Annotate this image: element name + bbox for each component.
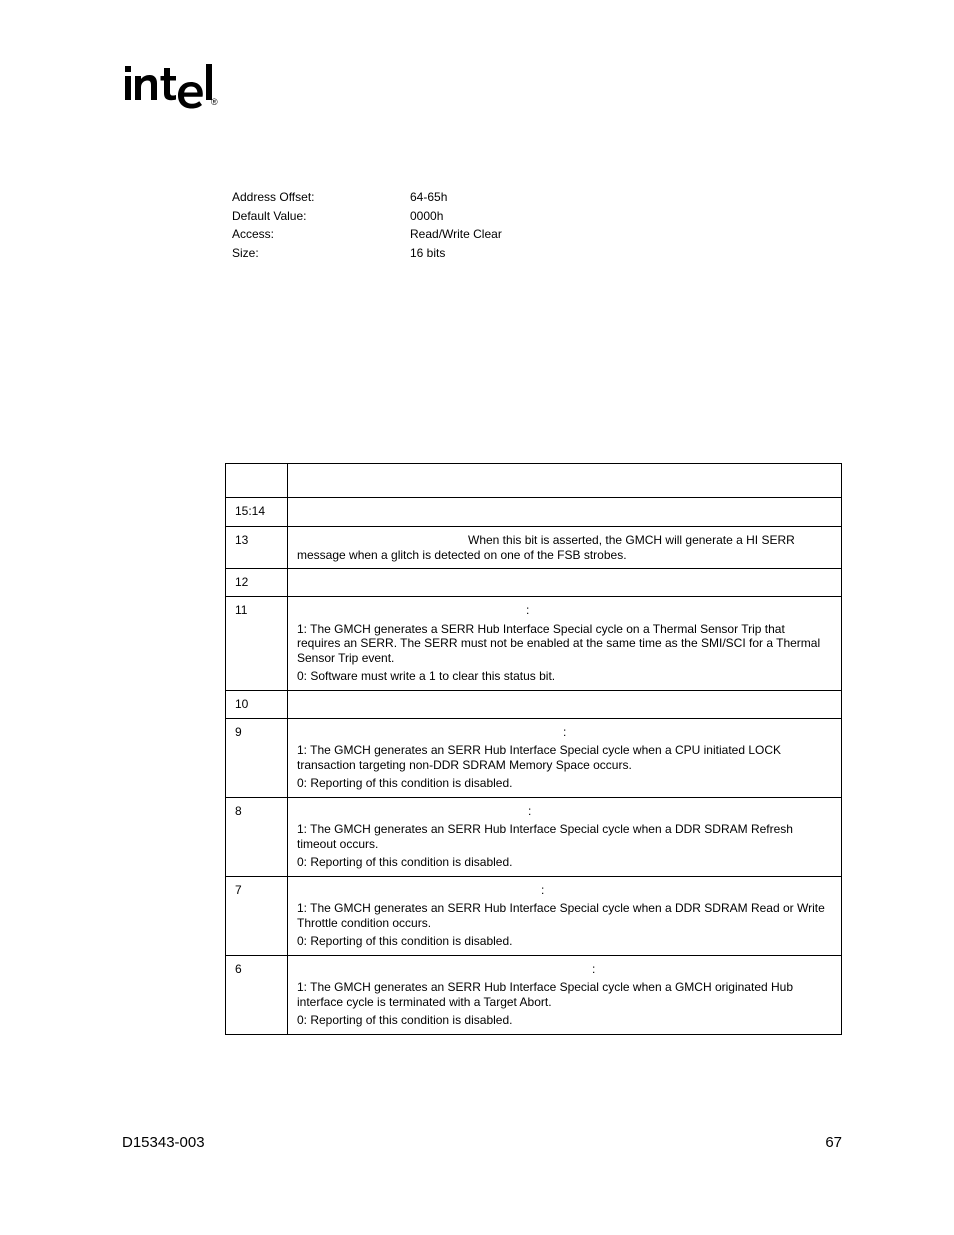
header-cell-bit <box>226 464 288 498</box>
table-row <box>226 569 842 597</box>
description-paragraph: 0: Reporting of this condition is disabled. <box>297 1013 513 1027</box>
description-cell <box>288 797 842 876</box>
address-offset-row <box>232 188 632 207</box>
table-row <box>226 797 842 876</box>
bit-cell: 11 <box>226 597 288 691</box>
table-header-row <box>226 464 842 498</box>
table-row <box>226 690 842 718</box>
table-row <box>226 955 842 1034</box>
bit-cell: 7 <box>226 876 288 955</box>
intel-logo <box>122 60 222 118</box>
table-row <box>226 718 842 797</box>
description-paragraph: 0: Software must write a 1 to clear this status bit. <box>297 669 556 683</box>
description-paragraph: 1: The GMCH generates a SERR Hub Interface Special cycle on a Thermal Sensor Trip that requires an SERR. The SERR must not be enabled at the same time as the SMI/SCI for a Thermal Sensor Trip event. <box>297 621 821 665</box>
description-cell <box>288 690 842 718</box>
bit-cell: 12 <box>226 569 288 597</box>
bit-cell: 15:14 <box>226 498 288 527</box>
description-paragraph: 0: Reporting of this condition is disabled. <box>297 934 513 948</box>
description-line: When this bit is asserted, the GMCH will generate a HI SERR <box>468 533 795 547</box>
size-row <box>232 244 632 263</box>
bit-cell: 13 <box>226 527 288 569</box>
access-row <box>232 225 632 244</box>
registered-mark: ® <box>211 97 218 107</box>
description-cell <box>288 498 842 527</box>
field-label: Size: <box>232 245 259 260</box>
field-value: 64-65h <box>410 190 448 204</box>
bit-cell: 6 <box>226 955 288 1034</box>
default-value-row <box>232 207 632 226</box>
register-attributes <box>232 188 632 262</box>
description-paragraph: 1: The GMCH generates an SERR Hub Interface Special cycle when a DDR SDRAM Refresh timeout occurs. <box>297 822 793 851</box>
table-row <box>226 597 842 691</box>
description-paragraph: 1: The GMCH generates an SERR Hub Interface Special cycle when a GMCH originated Hub interface cycle is terminated with a Target Abort. <box>297 980 794 1009</box>
table-row <box>226 527 842 569</box>
field-name-colon: : <box>563 724 567 739</box>
field-value: 0000h <box>410 208 444 223</box>
field-value: Read/Write Clear <box>410 227 502 242</box>
field-value: 16 bits <box>410 245 446 260</box>
document-number: D15343-003 <box>122 1134 205 1151</box>
field-name-colon: : <box>541 882 545 897</box>
field-label: Access: <box>232 227 275 242</box>
table-row <box>226 498 842 527</box>
description-paragraph: 0: Reporting of this condition is disabled. <box>297 776 513 790</box>
description-cell <box>288 718 842 797</box>
description-cell <box>288 527 842 569</box>
description-cell <box>288 569 842 597</box>
bit-cell: 8 <box>226 797 288 876</box>
table-row <box>226 876 842 955</box>
description-paragraph: 1: The GMCH generates an SERR Hub Interface Special cycle when a CPU initiated LOCK transaction targeting non-DDR SDRAM Memory Space occurs. <box>297 743 782 772</box>
page-number: 67 <box>825 1134 842 1151</box>
header-cell-description <box>288 464 842 498</box>
field-name-colon: : <box>592 961 596 976</box>
field-label: Address Offset: <box>232 190 315 204</box>
field-label: Default Value: <box>232 208 307 223</box>
description-cell <box>288 955 842 1034</box>
bit-cell: 10 <box>226 690 288 718</box>
description-line: message when a glitch is detected on one of the FSB strobes. <box>297 547 627 562</box>
description-paragraph: 0: Reporting of this condition is disabled. <box>297 855 513 869</box>
bit-cell: 9 <box>226 718 288 797</box>
field-name-colon: : <box>528 803 532 818</box>
description-cell <box>288 876 842 955</box>
description-cell <box>288 597 842 691</box>
register-bit-table <box>225 463 842 1035</box>
description-paragraph: 1: The GMCH generates an SERR Hub Interface Special cycle when a DDR SDRAM Read or Write Throttle condition occurs. <box>297 901 825 930</box>
field-name-colon: : <box>526 603 530 617</box>
